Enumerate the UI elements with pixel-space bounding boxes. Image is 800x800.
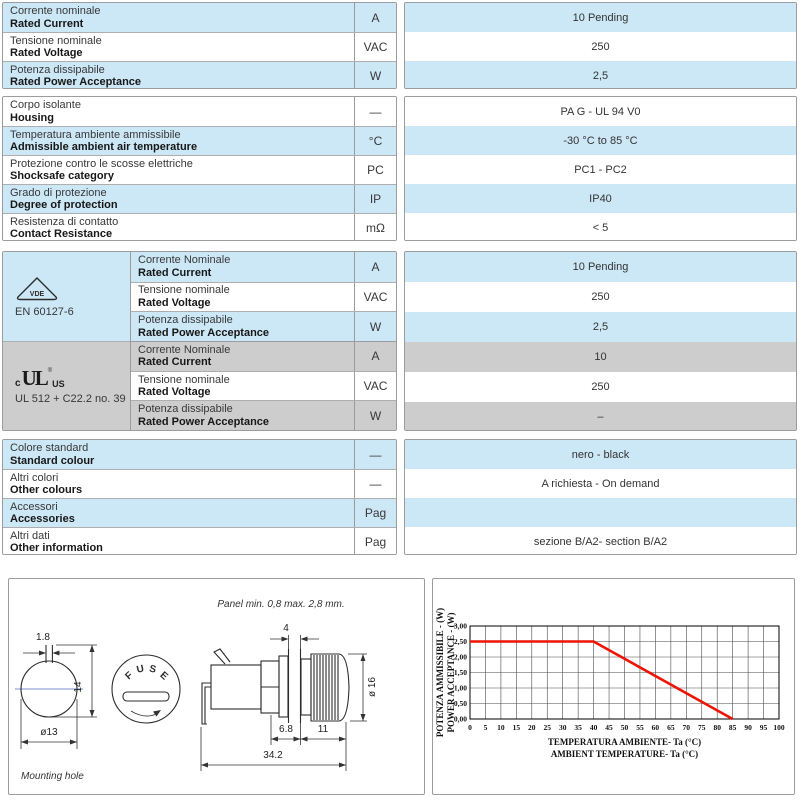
svg-text:VDE: VDE xyxy=(29,290,45,298)
value-cell: PA G - UL 94 V0 xyxy=(405,97,796,126)
svg-text:U: U xyxy=(135,663,146,676)
approvals-table-values xyxy=(404,251,797,431)
y-tick-label: 0,50 xyxy=(453,699,467,708)
unit-cell: Pag xyxy=(354,528,396,555)
spec-row-vde-rated-voltage xyxy=(131,282,396,312)
label-english: Admissible ambient air temperature xyxy=(10,141,198,153)
label-english: Rated Current xyxy=(138,356,212,369)
x-tick-label: 15 xyxy=(512,723,521,732)
x-tick-label: 60 xyxy=(651,723,660,732)
y-tick-label: 1,50 xyxy=(453,668,467,677)
value-cell: 10 Pending xyxy=(405,252,796,282)
unit-cell: mΩ xyxy=(354,214,396,241)
unit-cell: Pag xyxy=(354,499,396,527)
label-italian: Potenza dissipabile xyxy=(138,403,233,416)
label-english: Accessories xyxy=(10,513,75,525)
x-tick-label: 55 xyxy=(636,723,644,732)
unit-cell: IP xyxy=(354,185,396,213)
label-italian: Altri dati xyxy=(10,529,50,542)
properties-table-values xyxy=(404,96,797,241)
vde-certification-cell xyxy=(3,252,130,341)
svg-text:S: S xyxy=(148,663,158,676)
value-cell: 250 xyxy=(405,32,796,61)
x-tick-label: 40 xyxy=(589,723,598,732)
ul-standard-label: UL 512 + C22.2 no. 39 xyxy=(15,392,126,405)
x-tick-label: 10 xyxy=(497,723,505,732)
unit-cell: A xyxy=(354,252,396,282)
spec-row-rated-voltage xyxy=(3,32,396,61)
spec-row-vde-power-acceptance xyxy=(131,311,396,341)
label-english: Rated Power Acceptance xyxy=(138,415,270,428)
y-axis-title: POTENZA AMMISSIBILE - (W) xyxy=(435,607,445,738)
value-cell: < 5 xyxy=(405,213,796,241)
label-english: Rated Power Acceptance xyxy=(138,326,270,339)
x-tick-label: 25 xyxy=(543,723,551,732)
label-english: Contact Resistance xyxy=(10,228,113,240)
x-tick-label: 30 xyxy=(558,723,567,732)
label-english: Shocksafe category xyxy=(10,170,114,182)
x-tick-label: 90 xyxy=(744,723,752,732)
ratings-table-values xyxy=(404,2,797,89)
x-tick-label: 100 xyxy=(773,723,785,732)
label-italian: Resistenza di contatto xyxy=(10,215,119,228)
y-tick-label: 2,50 xyxy=(453,637,467,646)
x-tick-label: 70 xyxy=(682,723,691,732)
x-tick-label: 85 xyxy=(728,723,737,732)
ul-certification-cell xyxy=(3,341,130,430)
x-tick-label: 0 xyxy=(468,723,472,732)
label-english: Other information xyxy=(10,542,103,554)
unit-cell: W xyxy=(354,312,396,341)
label-english: Housing xyxy=(10,111,54,124)
spec-row-housing xyxy=(3,97,396,126)
x-tick-label: 50 xyxy=(620,723,629,732)
label-italian: Potenza dissipabile xyxy=(138,314,233,327)
spec-row-ul-power-acceptance xyxy=(131,400,396,430)
dim-6-8: 6.8 xyxy=(279,724,293,735)
spec-row-rated-current xyxy=(3,3,396,32)
unit-cell: — xyxy=(354,440,396,469)
spec-row-vde-rated-current xyxy=(131,252,396,282)
unit-cell: VAC xyxy=(354,283,396,312)
y-tick-label: 3,00 xyxy=(453,621,467,631)
x-tick-label: 5 xyxy=(483,723,488,732)
x-tick-label: 20 xyxy=(528,723,536,732)
x-tick-label: 80 xyxy=(713,723,721,732)
label-italian: Tensione nominale xyxy=(138,284,230,297)
value-cell xyxy=(405,498,796,527)
y-tick-label: 1,00 xyxy=(453,683,467,693)
y-axis-title: POWER ACCEPTANCE - (W) xyxy=(446,612,456,733)
x-tick-label: 75 xyxy=(698,723,706,732)
dim-total-length: 34.2 xyxy=(263,750,283,761)
unit-cell: VAC xyxy=(354,33,396,61)
spec-row-shocksafe xyxy=(3,155,396,184)
ratings-table-labels xyxy=(2,2,397,89)
vde-standard-label: EN 60127-6 xyxy=(15,305,74,318)
spec-row-ul-rated-voltage xyxy=(131,371,396,401)
x-tick-label: 65 xyxy=(667,723,675,732)
spec-row-ul-rated-current xyxy=(131,341,396,371)
value-cell: 10 Pending xyxy=(405,3,796,32)
value-cell: IP40 xyxy=(405,184,796,213)
value-cell: – xyxy=(405,402,796,431)
label-italian: Potenza dissipabile xyxy=(10,63,105,76)
value-cell: 250 xyxy=(405,372,796,402)
spec-row-contact-resistance xyxy=(3,213,396,241)
value-cell: PC1 - PC2 xyxy=(405,155,796,184)
spec-row-standard-colour xyxy=(3,440,396,469)
label-english: Rated Voltage xyxy=(138,296,211,309)
certification-column xyxy=(3,252,131,430)
x-axis-title: AMBIENT TEMPERATURE- Ta (°C) xyxy=(550,749,699,759)
mounting-hole-drawing xyxy=(15,632,97,782)
unit-cell: A xyxy=(354,342,396,371)
fuse-cap-drawing xyxy=(112,655,180,723)
spec-row-protection-degree xyxy=(3,184,396,213)
label-italian: Corrente Nominale xyxy=(138,254,231,267)
technical-drawing-panel xyxy=(8,578,425,795)
vde-logo-icon xyxy=(15,276,59,302)
label-italian: Corrente nominale xyxy=(10,5,101,17)
value-cell: 10 xyxy=(405,342,796,372)
label-italian: Corpo isolante xyxy=(10,99,81,111)
derating-curve xyxy=(470,642,733,720)
label-italian: Tensione nominale xyxy=(10,34,102,47)
misc-table-labels xyxy=(2,439,397,555)
label-italian: Protezione contro le scosse elettriche xyxy=(10,157,193,170)
y-tick-label: 2,00 xyxy=(453,652,467,662)
spec-row-ambient-temperature xyxy=(3,126,396,155)
derating-chart-panel xyxy=(432,578,795,795)
unit-cell: A xyxy=(354,3,396,32)
cap-diameter-dim: ø 16 xyxy=(367,676,378,698)
label-english: Rated Voltage xyxy=(138,386,211,398)
value-cell: A richiesta - On demand xyxy=(405,469,796,498)
unit-cell: — xyxy=(354,470,396,498)
label-english: Rated Power Acceptance xyxy=(10,76,142,88)
label-english: Rated Voltage xyxy=(10,47,83,59)
unit-cell: — xyxy=(354,97,396,126)
slot-width-dim: 1.8 xyxy=(36,632,50,643)
unit-cell: W xyxy=(354,62,396,89)
side-view-drawing xyxy=(201,599,378,771)
label-english: Standard colour xyxy=(10,454,95,467)
label-english: Rated Current xyxy=(138,266,212,279)
label-english: Rated Current xyxy=(10,17,84,30)
spec-row-other-information xyxy=(3,527,396,555)
unit-cell: °C xyxy=(354,127,396,155)
label-italian: Colore standard xyxy=(10,442,89,454)
value-cell: 250 xyxy=(405,282,796,312)
label-italian: Temperatura ambiente ammissibile xyxy=(10,128,181,141)
label-italian: Grado di protezione xyxy=(10,186,107,199)
hole-diameter-dim: ø13 xyxy=(40,727,58,738)
spec-row-accessories xyxy=(3,498,396,527)
label-italian: Tensione nominale xyxy=(138,373,230,386)
value-cell: -30 °C to 85 °C xyxy=(405,126,796,155)
spec-row-power-acceptance xyxy=(3,61,396,89)
mounting-hole-caption: Mounting hole xyxy=(21,771,84,782)
y-tick-label: 0,00 xyxy=(453,714,467,724)
panel-gap-dim: 4 xyxy=(283,623,289,634)
derating-chart xyxy=(433,579,794,794)
x-tick-label: 95 xyxy=(759,723,768,732)
label-italian: Altri colori xyxy=(10,471,59,484)
x-tick-label: 35 xyxy=(574,723,582,732)
label-italian: Accessori xyxy=(10,500,58,513)
label-english: Degree of protection xyxy=(10,199,118,211)
properties-table-labels xyxy=(2,96,397,241)
spec-row-other-colours xyxy=(3,469,396,498)
x-tick-label: 45 xyxy=(605,723,613,732)
fuseholder-drawing xyxy=(9,579,424,794)
ul-logo-icon: c UL ® US xyxy=(15,365,65,390)
value-cell: sezione B/A2- section B/A2 xyxy=(405,527,796,555)
approvals-table-labels xyxy=(2,251,397,431)
unit-cell: PC xyxy=(354,156,396,184)
misc-table-values xyxy=(404,439,797,555)
value-cell: nero - black xyxy=(405,440,796,469)
x-axis-title: TEMPERATURA AMBIENTE- Ta (°C) xyxy=(547,737,702,747)
value-cell: 2,5 xyxy=(405,61,796,89)
label-italian: Corrente Nominale xyxy=(138,343,231,356)
panel-thickness-note: Panel min. 0,8 max. 2,8 mm. xyxy=(217,599,345,610)
label-english: Other colours xyxy=(10,484,83,496)
unit-cell: W xyxy=(354,401,396,430)
dim-11: 11 xyxy=(317,724,329,735)
value-cell: 2,5 xyxy=(405,312,796,342)
unit-cell: VAC xyxy=(354,372,396,401)
svg-text:E: E xyxy=(157,669,170,683)
hole-height-dim: 14 xyxy=(73,681,84,693)
svg-text:F: F xyxy=(123,670,136,683)
